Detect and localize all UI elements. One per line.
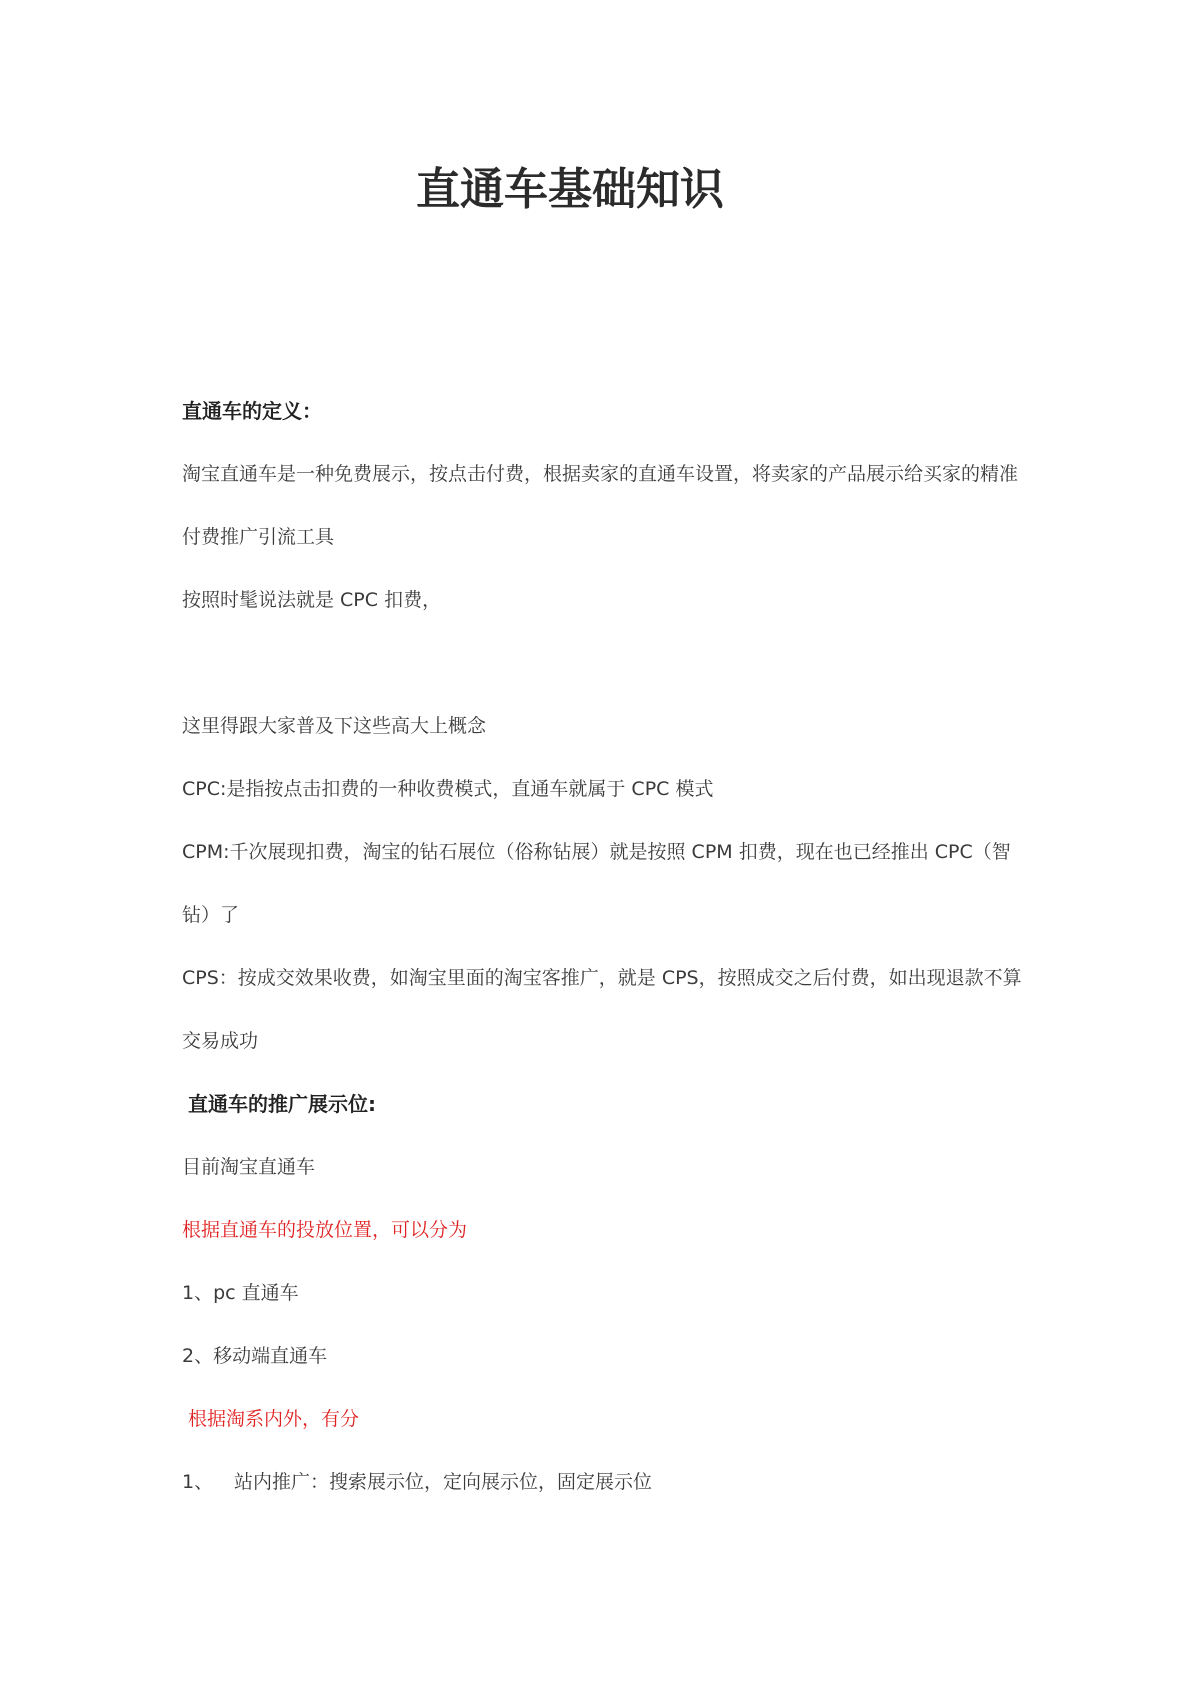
cpc-note: 按照时髦说法就是 CPC 扣费， [182,589,442,611]
section-heading-placements: 直通车的推广展示位: [188,1092,376,1116]
paragraph-spacer [182,632,1062,695]
placement-by-system-heading: 根据淘系内外，有分 [188,1408,360,1430]
placement-list-item-mobile: 2、移动端直通车 [182,1345,328,1367]
list-item-number: 1、 [182,1471,214,1493]
concepts-intro: 这里得跟大家普及下这些高大上概念 [182,715,487,737]
cpm-definition-line-1: CPM:千次展现扣费，淘宝的钻石展位（俗称钻展）就是按照 CPM 扣费，现在也已经推出 CPC（智 [182,841,1011,863]
list-item-text: 站内推广：搜索展示位，定向展示位，固定展示位 [234,1471,653,1493]
placement-list-item-onsite [182,1451,1062,1514]
cps-definition-line-1: CPS：按成交效果收费，如淘宝里面的淘宝客推广，就是 CPS，按照成交之后付费，如出现退款不算 [182,967,1022,989]
cpm-definition-line-2: 钻）了 [182,904,240,926]
placement-list-item-pc: 1、pc 直通车 [182,1282,299,1304]
cps-definition-line-2: 交易成功 [182,1030,259,1052]
definition-line-1: 淘宝直通车是一种免费展示，按点击付费，根据卖家的直通车设置，将卖家的产品展示给买家的精准 [182,463,1019,485]
cpc-definition: CPC:是指按点击扣费的一种收费模式，直通车就属于 CPC 模式 [182,778,714,800]
current-placement-intro: 目前淘宝直通车 [182,1156,316,1178]
document-body [182,380,1062,1514]
section-heading-definition: 直通车的定义： [182,399,322,423]
definition-line-2: 付费推广引流工具 [182,526,335,548]
page-title: 直通车基础知识 [416,164,724,215]
placement-by-position-heading: 根据直通车的投放位置，可以分为 [182,1219,468,1241]
